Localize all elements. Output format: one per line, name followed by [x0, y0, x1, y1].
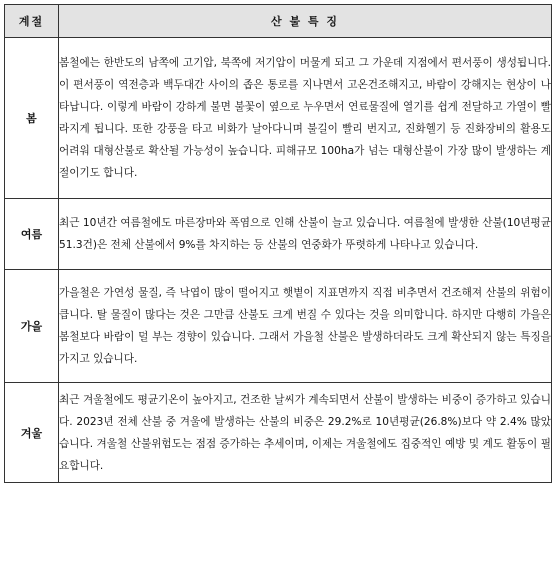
- season-label-summer: 여름: [5, 199, 59, 270]
- header-season: 계절: [5, 5, 59, 38]
- season-text-summer: 최근 10년간 여름철에도 마른장마와 폭염으로 인해 산불이 늘고 있습니다. 여름철에 발생한 산불(10년평균 51.3건)은 전체 산불에서 9%를 차지하는 등 산불의 연중화가 뚜렷하게 나타나고 있습니다.: [59, 199, 552, 270]
- table-row-summer: [5, 199, 552, 270]
- table-row-winter: [5, 383, 552, 483]
- fire-season-table: [4, 4, 552, 483]
- header-feature: 산 불 특 징: [59, 5, 552, 38]
- fire-season-table-wrapper: [4, 4, 552, 483]
- table-row-autumn: [5, 270, 552, 383]
- season-text-autumn: 가을철은 가연성 물질, 즉 낙엽이 많이 떨어지고 햇볕이 지표면까지 직접 비추면서 건조해져 산불의 위험이 큽니다. 탈 물질이 많다는 것은 그만큼 산불도 크게 번질 수 있다는 것을 의미합니다. 하지만 다행히 가을은 봄철보다 바람이 덜 부는 경향이 있습니다. 그래서 가을철 산불은 발생하더라도 크게 확산되지 않는 특징을 가지고 있습니다.: [59, 270, 552, 383]
- season-label-winter: 겨울: [5, 383, 59, 483]
- table-header-row: [5, 5, 552, 38]
- table-row-spring: [5, 38, 552, 199]
- season-text-winter: 최근 겨울철에도 평균기온이 높아지고, 건조한 날씨가 계속되면서 산불이 발생하는 비중이 증가하고 있습니다. 2023년 전체 산불 중 겨울에 발생하는 산불의 비중은 29.2%로 10년평균(26.8%)보다 약 2.4% 많았습니다. 겨울철 산불위험도는 점점 증가하는 추세이며, 이제는 겨울철에도 집중적인 예방 및 계도 활동이 필요합니다.: [59, 383, 552, 483]
- season-label-spring: 봄: [5, 38, 59, 199]
- season-text-spring: 봄철에는 한반도의 남쪽에 고기압, 북쪽에 저기압이 머물게 되고 그 가운데 지점에서 편서풍이 생성됩니다. 이 편서풍이 역전층과 백두대간 사이의 좁은 통로를 지나면서 고온건조해지고, 바람이 강해지는 현상이 나타납니다. 이렇게 바람이 강하게 불면 불꽃이 옆으로 누우면서 연료물질에 열기를 쉽게 전달하고 가열이 빨라지게 됩니다. 또한 강풍을 타고 비화가 날아다니며 불길이 빨리 번지고, 진화헬기 등 진화장비의 활용도 어려워 대형산불로 확산될 가능성이 높습니다. 피해규모 100ha가 넘는 대형산불이 가장 많이 발생하는 계절이기도 합니다.: [59, 38, 552, 199]
- season-label-autumn: 가을: [5, 270, 59, 383]
